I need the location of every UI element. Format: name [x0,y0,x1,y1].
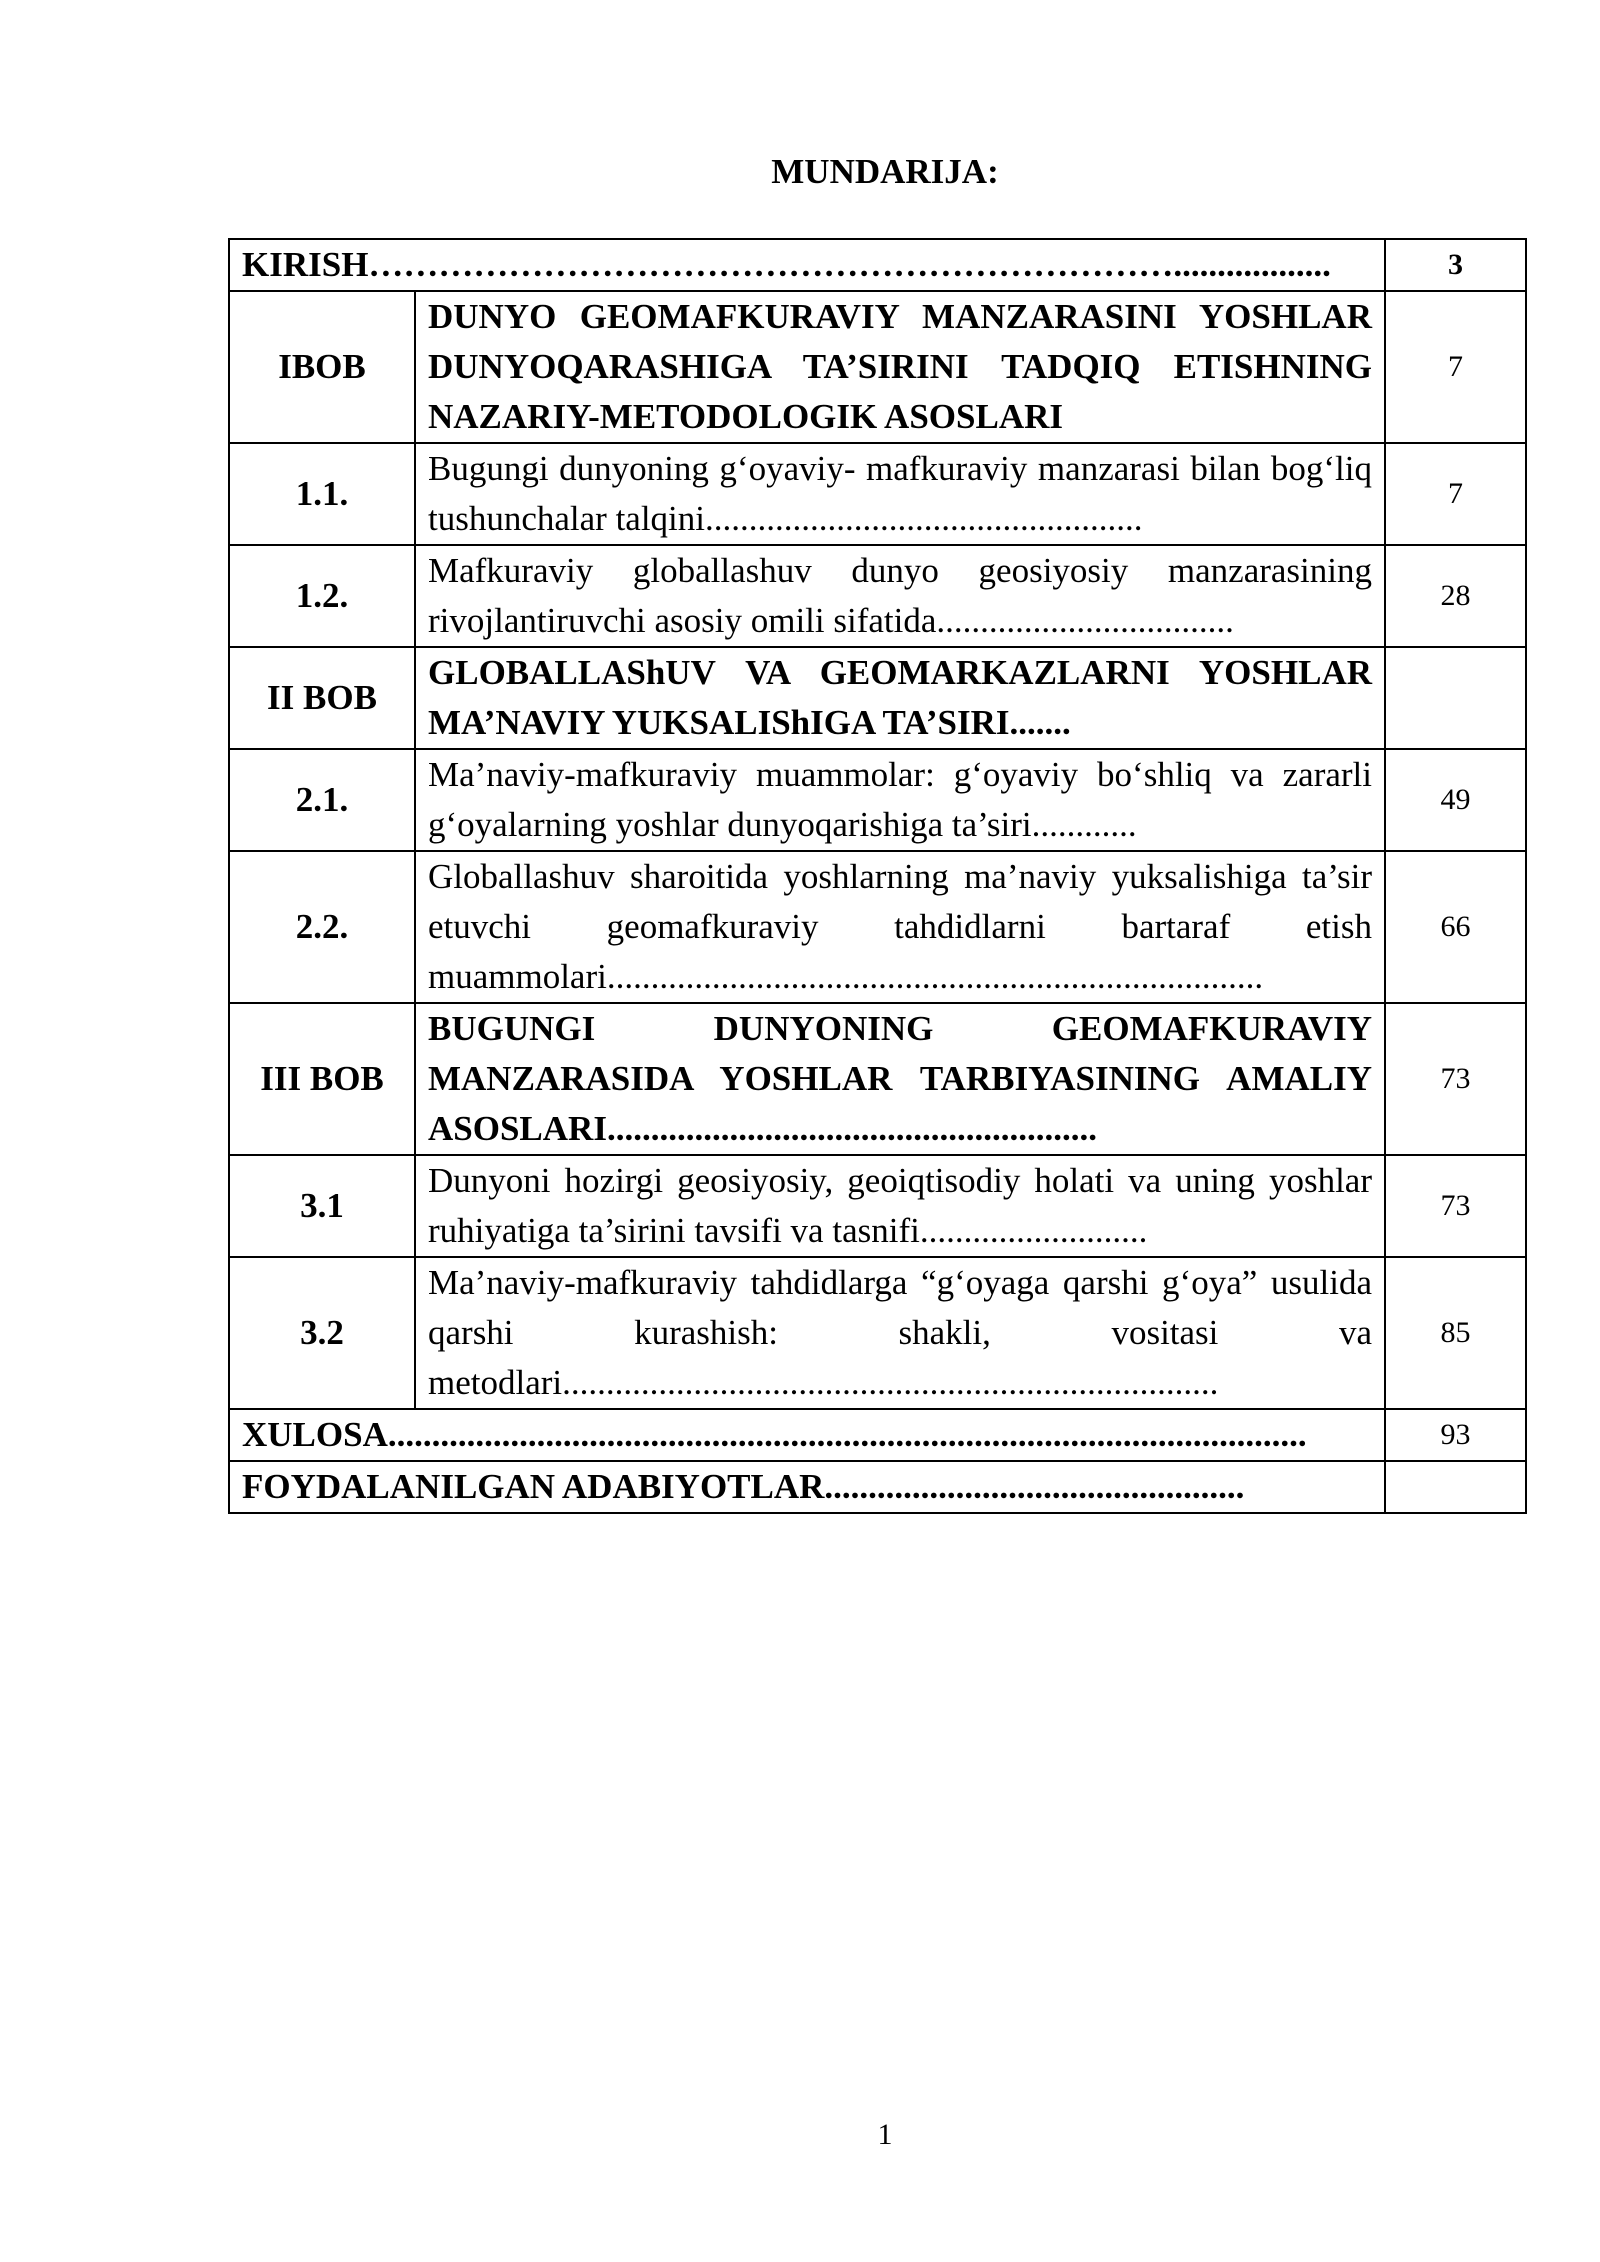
toc-row-conclusion [229,1409,1526,1461]
toc-section-number: 2.1. [229,749,415,851]
toc-row-chapter-3 [229,1003,1526,1155]
page-number: 1 [877,2118,893,2151]
toc-page-number [1385,647,1526,749]
toc-row-bibliography [229,1461,1526,1513]
toc-section-number: II BOB [229,647,415,749]
toc-page-number: 73 [1385,1155,1526,1257]
toc-page-number: 3 [1385,239,1526,291]
toc-row-section-1-2 [229,545,1526,647]
toc-page-number: 85 [1385,1257,1526,1409]
toc-entry-title: Globallashuv sharoitida yoshlarning ma’naviy yuksalishiga ta’sir etuvchi geomafkuraviy tahdidlarni bartaraf etish muammolari........................................................................... [415,851,1385,1003]
toc-entry-title: DUNYO GEOMAFKURAVIY MANZARASINI YOSHLAR DUNYOQARASHIGA TA’SIRINI TADQIQ ETISHNING NAZARIY-METODOLOGIK ASOSLARI [415,291,1385,443]
toc-section-number: 1.2. [229,545,415,647]
toc-entry-title: Ma’naviy-mafkuraviy tahdidlarga “g‘oyaga qarshi g‘oya” usulida qarshi kurashish: shakli, vositasi va metodlari........................................................................... [415,1257,1385,1409]
toc-entry-title: BUGUNGI DUNYONING GEOMAFKURAVIY MANZARASIDA YOSHLAR TARBIYASINING AMALIY ASOSLARI........................................................ [415,1003,1385,1155]
toc-page-number: 28 [1385,545,1526,647]
toc-page-number: 66 [1385,851,1526,1003]
toc-entry-title: FOYDALANILGAN ADABIYOTLAR................................................ [229,1461,1385,1513]
toc-entry-title: Dunyoni hozirgi geosiyosiy, geoiqtisodiy holati va uning yoshlar ruhiyatiga ta’sirini tavsifi va tasnifi.......................... [415,1155,1385,1257]
toc-row-chapter-1 [229,291,1526,443]
toc-row-section-1-1 [229,443,1526,545]
toc-row-section-2-2 [229,851,1526,1003]
toc-entry-title: KIRISH…………………………………………………………….................. [229,239,1385,291]
toc-section-number: 3.1 [229,1155,415,1257]
toc-page-number: 73 [1385,1003,1526,1155]
toc-page-number [1385,1461,1526,1513]
toc-row-section-2-1 [229,749,1526,851]
toc-entry-title: XULOSA......................................................................................................... [229,1409,1385,1461]
toc-row-intro [229,239,1526,291]
toc-page-number: 7 [1385,443,1526,545]
toc-page-number: 49 [1385,749,1526,851]
toc-section-number: 2.2. [229,851,415,1003]
toc-page-number: 93 [1385,1409,1526,1461]
table-of-contents [228,238,1527,1514]
toc-page-number: 7 [1385,291,1526,443]
toc-section-number: III BOB [229,1003,415,1155]
toc-row-chapter-2 [229,647,1526,749]
toc-entry-title: GLOBALLAShUV VA GEOMARKAZLARNI YOSHLAR MA’NAVIY YUKSALIShIGA TA’SIRI....... [415,647,1385,749]
page-title: MUNDARIJA: [771,152,999,191]
toc-row-section-3-1 [229,1155,1526,1257]
toc-section-number: IBOB [229,291,415,443]
toc-section-number: 1.1. [229,443,415,545]
toc-section-number: 3.2 [229,1257,415,1409]
toc-entry-title: Bugungi dunyoning g‘oyaviy- mafkuraviy manzarasi bilan bog‘liq tushunchalar talqini.................................................. [415,443,1385,545]
toc-entry-title: Mafkuraviy globallashuv dunyo geosiyosiy manzarasining rivojlantiruvchi asosiy omili sifatida.................................. [415,545,1385,647]
toc-row-section-3-2 [229,1257,1526,1409]
toc-entry-title: Ma’naviy-mafkuraviy muammolar: g‘oyaviy bo‘shliq va zararli g‘oyalarning yoshlar dunyoqarishiga ta’siri............ [415,749,1385,851]
